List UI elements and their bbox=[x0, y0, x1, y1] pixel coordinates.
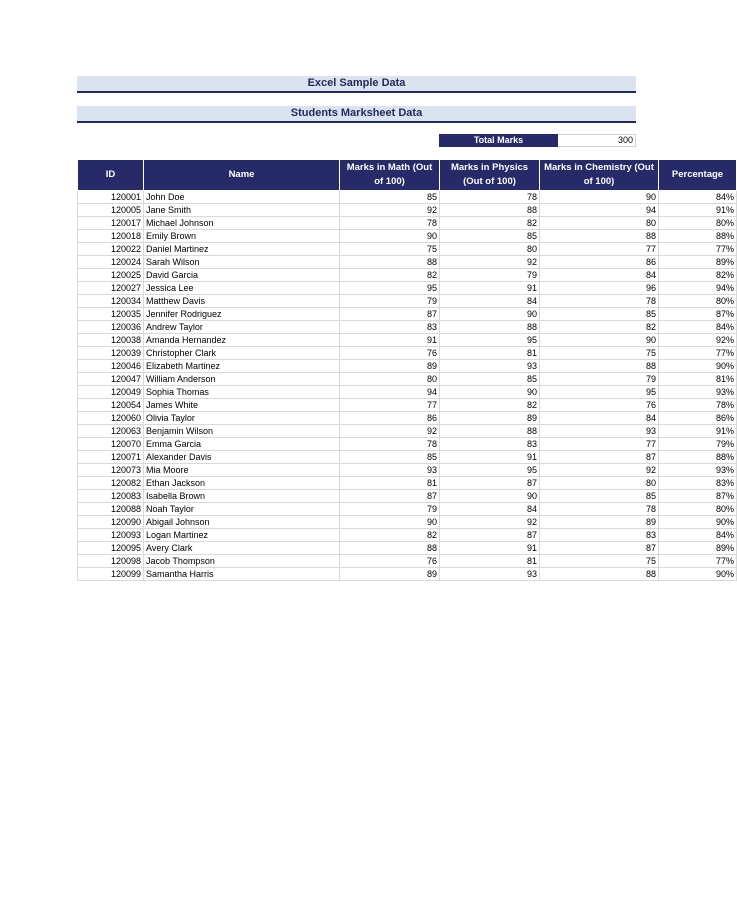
cell-chemistry[interactable]: 89 bbox=[540, 516, 659, 529]
table-row bbox=[78, 503, 737, 516]
cell-physics[interactable]: 90 bbox=[440, 308, 540, 321]
sheet-subtitle: Students Marksheet Data bbox=[77, 106, 636, 123]
cell-id[interactable]: 120049 bbox=[78, 386, 144, 399]
cell-math[interactable]: 79 bbox=[340, 295, 440, 308]
cell-percentage[interactable]: 83% bbox=[659, 477, 737, 490]
cell-math[interactable]: 82 bbox=[340, 529, 440, 542]
total-marks-box bbox=[439, 134, 636, 147]
cell-percentage[interactable]: 84% bbox=[659, 529, 737, 542]
table-row bbox=[78, 230, 737, 243]
cell-math[interactable]: 92 bbox=[340, 204, 440, 217]
header-row bbox=[78, 160, 737, 191]
table-row bbox=[78, 295, 737, 308]
cell-id[interactable]: 120034 bbox=[78, 295, 144, 308]
cell-name[interactable]: Mia Moore bbox=[144, 464, 340, 477]
cell-percentage[interactable]: 86% bbox=[659, 412, 737, 425]
cell-math[interactable]: 87 bbox=[340, 490, 440, 503]
cell-name[interactable]: Ethan Jackson bbox=[144, 477, 340, 490]
cell-percentage[interactable]: 89% bbox=[659, 256, 737, 269]
table-row bbox=[78, 347, 737, 360]
cell-physics[interactable]: 93 bbox=[440, 360, 540, 373]
cell-chemistry[interactable]: 93 bbox=[540, 425, 659, 438]
cell-id[interactable]: 120095 bbox=[78, 542, 144, 555]
cell-math[interactable]: 77 bbox=[340, 399, 440, 412]
cell-name[interactable]: Elizabeth Martinez bbox=[144, 360, 340, 373]
cell-id[interactable]: 120071 bbox=[78, 451, 144, 464]
cell-name[interactable]: David Garcia bbox=[144, 269, 340, 282]
cell-chemistry[interactable]: 80 bbox=[540, 217, 659, 230]
cell-physics[interactable]: 82 bbox=[440, 217, 540, 230]
cell-physics[interactable]: 91 bbox=[440, 451, 540, 464]
cell-id[interactable]: 120035 bbox=[78, 308, 144, 321]
cell-id[interactable]: 120005 bbox=[78, 204, 144, 217]
cell-chemistry[interactable]: 84 bbox=[540, 412, 659, 425]
cell-chemistry[interactable]: 90 bbox=[540, 191, 659, 204]
cell-math[interactable]: 76 bbox=[340, 347, 440, 360]
cell-chemistry[interactable]: 90 bbox=[540, 334, 659, 347]
cell-chemistry[interactable]: 85 bbox=[540, 490, 659, 503]
cell-name[interactable]: Matthew Davis bbox=[144, 295, 340, 308]
cell-name[interactable]: Jane Smith bbox=[144, 204, 340, 217]
cell-percentage[interactable]: 90% bbox=[659, 360, 737, 373]
cell-math[interactable]: 75 bbox=[340, 243, 440, 256]
cell-percentage[interactable]: 93% bbox=[659, 386, 737, 399]
cell-physics[interactable]: 79 bbox=[440, 269, 540, 282]
cell-math[interactable]: 90 bbox=[340, 516, 440, 529]
cell-physics[interactable]: 90 bbox=[440, 386, 540, 399]
cell-chemistry[interactable]: 80 bbox=[540, 477, 659, 490]
cell-chemistry[interactable]: 94 bbox=[540, 204, 659, 217]
cell-name[interactable]: Emma Garcia bbox=[144, 438, 340, 451]
cell-id[interactable]: 120022 bbox=[78, 243, 144, 256]
cell-name[interactable]: Christopher Clark bbox=[144, 347, 340, 360]
cell-name[interactable]: Jennifer Rodriguez bbox=[144, 308, 340, 321]
cell-physics[interactable]: 89 bbox=[440, 412, 540, 425]
cell-name[interactable]: Sarah Wilson bbox=[144, 256, 340, 269]
cell-physics[interactable]: 85 bbox=[440, 373, 540, 386]
cell-name[interactable]: Noah Taylor bbox=[144, 503, 340, 516]
cell-percentage[interactable]: 80% bbox=[659, 295, 737, 308]
cell-chemistry[interactable]: 95 bbox=[540, 386, 659, 399]
cell-chemistry[interactable]: 86 bbox=[540, 256, 659, 269]
cell-physics[interactable]: 92 bbox=[440, 516, 540, 529]
cell-physics[interactable]: 92 bbox=[440, 256, 540, 269]
table-row bbox=[78, 334, 737, 347]
cell-physics[interactable]: 81 bbox=[440, 347, 540, 360]
cell-math[interactable]: 83 bbox=[340, 321, 440, 334]
cell-math[interactable]: 82 bbox=[340, 269, 440, 282]
cell-chemistry[interactable]: 82 bbox=[540, 321, 659, 334]
cell-id[interactable]: 120083 bbox=[78, 490, 144, 503]
cell-percentage[interactable]: 81% bbox=[659, 373, 737, 386]
cell-physics[interactable]: 83 bbox=[440, 438, 540, 451]
marks-table bbox=[77, 159, 737, 581]
cell-id[interactable]: 120063 bbox=[78, 425, 144, 438]
sheet-title: Excel Sample Data bbox=[77, 76, 636, 93]
cell-physics[interactable]: 84 bbox=[440, 295, 540, 308]
cell-name[interactable]: Samantha Harris bbox=[144, 568, 340, 581]
cell-math[interactable]: 76 bbox=[340, 555, 440, 568]
cell-percentage[interactable]: 88% bbox=[659, 230, 737, 243]
cell-id[interactable]: 120039 bbox=[78, 347, 144, 360]
cell-name[interactable]: Olivia Taylor bbox=[144, 412, 340, 425]
table-row bbox=[78, 282, 737, 295]
table-row bbox=[78, 412, 737, 425]
table-row bbox=[78, 256, 737, 269]
cell-id[interactable]: 120024 bbox=[78, 256, 144, 269]
cell-physics[interactable]: 85 bbox=[440, 230, 540, 243]
cell-chemistry[interactable]: 75 bbox=[540, 347, 659, 360]
cell-physics[interactable]: 80 bbox=[440, 243, 540, 256]
cell-chemistry[interactable]: 77 bbox=[540, 438, 659, 451]
cell-id[interactable]: 120088 bbox=[78, 503, 144, 516]
column-header-chemistry[interactable]: Marks in Chemistry (Out of 100) bbox=[540, 160, 659, 191]
cell-id[interactable]: 120036 bbox=[78, 321, 144, 334]
cell-physics[interactable]: 84 bbox=[440, 503, 540, 516]
table-row bbox=[78, 451, 737, 464]
cell-id[interactable]: 120017 bbox=[78, 217, 144, 230]
table-row bbox=[78, 555, 737, 568]
cell-math[interactable]: 93 bbox=[340, 464, 440, 477]
cell-chemistry[interactable]: 85 bbox=[540, 308, 659, 321]
cell-percentage[interactable]: 78% bbox=[659, 399, 737, 412]
column-header-physics[interactable]: Marks in Physics (Out of 100) bbox=[440, 160, 540, 191]
cell-percentage[interactable]: 92% bbox=[659, 334, 737, 347]
cell-name[interactable]: Abigail Johnson bbox=[144, 516, 340, 529]
cell-math[interactable]: 85 bbox=[340, 191, 440, 204]
cell-id[interactable]: 120018 bbox=[78, 230, 144, 243]
cell-percentage[interactable]: 79% bbox=[659, 438, 737, 451]
cell-percentage[interactable]: 90% bbox=[659, 568, 737, 581]
cell-chemistry[interactable]: 75 bbox=[540, 555, 659, 568]
cell-id[interactable]: 120001 bbox=[78, 191, 144, 204]
cell-chemistry[interactable]: 79 bbox=[540, 373, 659, 386]
cell-id[interactable]: 120090 bbox=[78, 516, 144, 529]
cell-percentage[interactable]: 80% bbox=[659, 217, 737, 230]
cell-name[interactable]: Benjamin Wilson bbox=[144, 425, 340, 438]
cell-percentage[interactable]: 80% bbox=[659, 503, 737, 516]
cell-chemistry[interactable]: 78 bbox=[540, 295, 659, 308]
cell-math[interactable]: 78 bbox=[340, 438, 440, 451]
cell-percentage[interactable]: 82% bbox=[659, 269, 737, 282]
column-header-percentage[interactable]: Percentage bbox=[659, 160, 737, 191]
cell-math[interactable]: 88 bbox=[340, 542, 440, 555]
cell-name[interactable]: Michael Johnson bbox=[144, 217, 340, 230]
cell-math[interactable]: 94 bbox=[340, 386, 440, 399]
cell-physics[interactable]: 81 bbox=[440, 555, 540, 568]
cell-math[interactable]: 92 bbox=[340, 425, 440, 438]
cell-math[interactable]: 89 bbox=[340, 568, 440, 581]
column-header-id[interactable]: ID bbox=[78, 160, 144, 191]
cell-physics[interactable]: 91 bbox=[440, 282, 540, 295]
table-row bbox=[78, 529, 737, 542]
cell-physics[interactable]: 90 bbox=[440, 490, 540, 503]
cell-chemistry[interactable]: 84 bbox=[540, 269, 659, 282]
cell-math[interactable]: 88 bbox=[340, 256, 440, 269]
cell-chemistry[interactable]: 77 bbox=[540, 243, 659, 256]
column-header-math[interactable]: Marks in Math (Out of 100) bbox=[340, 160, 440, 191]
cell-chemistry[interactable]: 96 bbox=[540, 282, 659, 295]
table-row bbox=[78, 464, 737, 477]
cell-physics[interactable]: 78 bbox=[440, 191, 540, 204]
cell-physics[interactable]: 88 bbox=[440, 204, 540, 217]
cell-percentage[interactable]: 87% bbox=[659, 308, 737, 321]
cell-name[interactable]: Jacob Thompson bbox=[144, 555, 340, 568]
table-row bbox=[78, 243, 737, 256]
total-marks-value[interactable]: 300 bbox=[558, 134, 636, 147]
cell-math[interactable]: 78 bbox=[340, 217, 440, 230]
marks-table-body bbox=[78, 191, 737, 581]
table-row bbox=[78, 399, 737, 412]
cell-math[interactable]: 86 bbox=[340, 412, 440, 425]
cell-id[interactable]: 120046 bbox=[78, 360, 144, 373]
cell-id[interactable]: 120047 bbox=[78, 373, 144, 386]
cell-math[interactable]: 89 bbox=[340, 360, 440, 373]
cell-id[interactable]: 120027 bbox=[78, 282, 144, 295]
cell-chemistry[interactable]: 88 bbox=[540, 230, 659, 243]
cell-name[interactable]: Alexander Davis bbox=[144, 451, 340, 464]
total-marks-label: Total Marks bbox=[439, 134, 558, 147]
cell-percentage[interactable]: 90% bbox=[659, 516, 737, 529]
cell-id[interactable]: 120038 bbox=[78, 334, 144, 347]
table-row bbox=[78, 360, 737, 373]
cell-name[interactable]: Amanda Hernandez bbox=[144, 334, 340, 347]
table-row bbox=[78, 425, 737, 438]
cell-name[interactable]: James White bbox=[144, 399, 340, 412]
cell-id[interactable]: 120082 bbox=[78, 477, 144, 490]
cell-chemistry[interactable]: 92 bbox=[540, 464, 659, 477]
cell-percentage[interactable]: 77% bbox=[659, 243, 737, 256]
cell-chemistry[interactable]: 83 bbox=[540, 529, 659, 542]
cell-percentage[interactable]: 77% bbox=[659, 555, 737, 568]
cell-id[interactable]: 120060 bbox=[78, 412, 144, 425]
cell-name[interactable]: Daniel Martinez bbox=[144, 243, 340, 256]
cell-physics[interactable]: 95 bbox=[440, 464, 540, 477]
cell-id[interactable]: 120098 bbox=[78, 555, 144, 568]
cell-percentage[interactable]: 93% bbox=[659, 464, 737, 477]
cell-id[interactable]: 120093 bbox=[78, 529, 144, 542]
cell-percentage[interactable]: 77% bbox=[659, 347, 737, 360]
cell-id[interactable]: 120054 bbox=[78, 399, 144, 412]
cell-math[interactable]: 85 bbox=[340, 451, 440, 464]
table-row bbox=[78, 542, 737, 555]
marks-table-header bbox=[78, 160, 737, 191]
table-row bbox=[78, 568, 737, 581]
cell-chemistry[interactable]: 88 bbox=[540, 568, 659, 581]
table-row bbox=[78, 191, 737, 204]
cell-name[interactable]: Logan Martinez bbox=[144, 529, 340, 542]
cell-physics[interactable]: 88 bbox=[440, 425, 540, 438]
cell-chemistry[interactable]: 76 bbox=[540, 399, 659, 412]
cell-percentage[interactable]: 84% bbox=[659, 191, 737, 204]
table-row bbox=[78, 217, 737, 230]
cell-name[interactable]: Avery Clark bbox=[144, 542, 340, 555]
table-row bbox=[78, 373, 737, 386]
cell-id[interactable]: 120070 bbox=[78, 438, 144, 451]
table-row bbox=[78, 516, 737, 529]
cell-percentage[interactable]: 94% bbox=[659, 282, 737, 295]
cell-math[interactable]: 95 bbox=[340, 282, 440, 295]
table-row bbox=[78, 321, 737, 334]
cell-id[interactable]: 120099 bbox=[78, 568, 144, 581]
cell-math[interactable]: 81 bbox=[340, 477, 440, 490]
cell-name[interactable]: Emily Brown bbox=[144, 230, 340, 243]
cell-physics[interactable]: 95 bbox=[440, 334, 540, 347]
cell-physics[interactable]: 88 bbox=[440, 321, 540, 334]
cell-chemistry[interactable]: 87 bbox=[540, 451, 659, 464]
cell-percentage[interactable]: 89% bbox=[659, 542, 737, 555]
cell-math[interactable]: 90 bbox=[340, 230, 440, 243]
table-row bbox=[78, 204, 737, 217]
cell-math[interactable]: 87 bbox=[340, 308, 440, 321]
cell-physics[interactable]: 87 bbox=[440, 529, 540, 542]
cell-math[interactable]: 80 bbox=[340, 373, 440, 386]
cell-physics[interactable]: 91 bbox=[440, 542, 540, 555]
cell-math[interactable]: 79 bbox=[340, 503, 440, 516]
cell-name[interactable]: Jessica Lee bbox=[144, 282, 340, 295]
cell-id[interactable]: 120025 bbox=[78, 269, 144, 282]
cell-percentage[interactable]: 91% bbox=[659, 425, 737, 438]
table-row bbox=[78, 386, 737, 399]
cell-percentage[interactable]: 91% bbox=[659, 204, 737, 217]
table-row bbox=[78, 477, 737, 490]
cell-percentage[interactable]: 88% bbox=[659, 451, 737, 464]
cell-physics[interactable]: 93 bbox=[440, 568, 540, 581]
cell-physics[interactable]: 82 bbox=[440, 399, 540, 412]
cell-math[interactable]: 91 bbox=[340, 334, 440, 347]
table-row bbox=[78, 490, 737, 503]
cell-chemistry[interactable]: 88 bbox=[540, 360, 659, 373]
cell-percentage[interactable]: 87% bbox=[659, 490, 737, 503]
cell-chemistry[interactable]: 87 bbox=[540, 542, 659, 555]
cell-name[interactable]: Isabella Brown bbox=[144, 490, 340, 503]
cell-name[interactable]: Sophia Thomas bbox=[144, 386, 340, 399]
cell-name[interactable]: William Anderson bbox=[144, 373, 340, 386]
cell-id[interactable]: 120073 bbox=[78, 464, 144, 477]
table-row bbox=[78, 269, 737, 282]
cell-name[interactable]: John Doe bbox=[144, 191, 340, 204]
cell-name[interactable]: Andrew Taylor bbox=[144, 321, 340, 334]
table-row bbox=[78, 438, 737, 451]
cell-physics[interactable]: 87 bbox=[440, 477, 540, 490]
cell-chemistry[interactable]: 78 bbox=[540, 503, 659, 516]
table-row bbox=[78, 308, 737, 321]
column-header-name[interactable]: Name bbox=[144, 160, 340, 191]
cell-percentage[interactable]: 84% bbox=[659, 321, 737, 334]
